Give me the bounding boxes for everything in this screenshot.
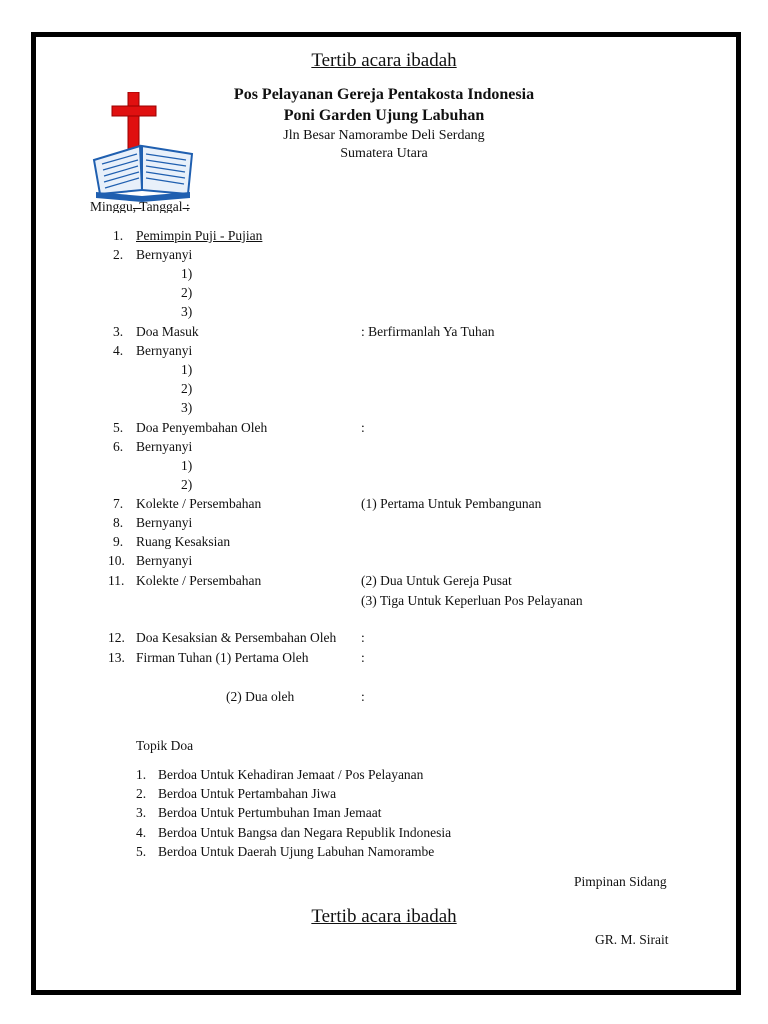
church-name: Pos Pelayanan Gereja Pentakosta Indonesia bbox=[233, 86, 535, 103]
prayer-topic-text: Berdoa Untuk Pertumbuhan Iman Jemaat bbox=[158, 805, 382, 820]
agenda-item-label: Kolekte / Persembahan bbox=[136, 496, 262, 511]
prayer-topic-text: Berdoa Untuk Pertambahan Jiwa bbox=[158, 786, 337, 801]
agenda-num: 4. bbox=[113, 343, 124, 358]
agenda-item-value: : bbox=[361, 630, 365, 645]
agenda-num: 10. bbox=[108, 553, 125, 568]
footer-title: Tertib acara ibadah bbox=[311, 906, 457, 927]
agenda-num: 8. bbox=[113, 515, 124, 530]
address-line-1: Jln Besar Namorambe Deli Serdang bbox=[283, 128, 485, 143]
signature-name: GR. M. Sirait bbox=[595, 932, 669, 947]
document-title: Tertib acara ibadah bbox=[311, 50, 457, 71]
agenda-item-value: : bbox=[361, 420, 365, 435]
agenda-item-value: (3) Tiga Untuk Keperluan Pos Pelayanan bbox=[361, 593, 583, 608]
agenda-num: 2. bbox=[113, 247, 124, 262]
agenda-num: 13. bbox=[108, 650, 125, 665]
agenda-item-label: Bernyanyi bbox=[136, 439, 193, 454]
second-speaker-colon: : bbox=[361, 689, 365, 704]
song-number: 2) bbox=[181, 381, 193, 396]
agenda-num: 9. bbox=[113, 534, 124, 549]
song-number: 1) bbox=[181, 266, 193, 281]
prayer-topic-text: Berdoa Untuk Daerah Ujung Labuhan Namorambe bbox=[158, 844, 435, 859]
agenda-item-label: Bernyanyi bbox=[136, 515, 193, 530]
song-number: 1) bbox=[181, 458, 193, 473]
agenda-num: 11. bbox=[108, 573, 125, 588]
agenda-num: 5. bbox=[113, 420, 124, 435]
prayer-topic-num: 1. bbox=[136, 767, 147, 782]
song-number: 2) bbox=[181, 285, 193, 300]
song-number: 3) bbox=[181, 400, 193, 415]
agenda-num: 6. bbox=[113, 439, 124, 454]
agenda-num: 3. bbox=[113, 324, 124, 339]
prayer-topic-text: Berdoa Untuk Kehadiran Jemaat / Pos Pelayanan bbox=[158, 767, 424, 782]
agenda-item-value: (1) Pertama Untuk Pembangunan bbox=[361, 496, 542, 511]
agenda-item-value: (2) Dua Untuk Gereja Pusat bbox=[361, 573, 512, 588]
agenda-item-label: Ruang Kesaksian bbox=[136, 534, 231, 549]
date-label: Minggu, Tanggal : bbox=[90, 199, 190, 213]
song-number: 2) bbox=[181, 477, 193, 492]
address-line-2: Sumatera Utara bbox=[340, 146, 428, 161]
agenda-num: 7. bbox=[113, 496, 124, 511]
agenda-item-label: Bernyanyi bbox=[136, 247, 193, 262]
second-speaker-label: (2) Dua oleh bbox=[226, 689, 295, 704]
agenda-item-label: Doa Kesaksian & Persembahan Oleh bbox=[136, 630, 337, 645]
agenda-item-label: Bernyanyi bbox=[136, 553, 193, 568]
prayer-topic-num: 4. bbox=[136, 825, 147, 840]
prayer-topic-num: 2. bbox=[136, 786, 147, 801]
agenda-num: 12. bbox=[108, 630, 125, 645]
prayer-topic-num: 5. bbox=[136, 844, 147, 859]
agenda-item-label: Doa Masuk bbox=[136, 324, 199, 339]
agenda-item-label: Kolekte / Persembahan bbox=[136, 573, 262, 588]
signature-role: Pimpinan Sidang bbox=[574, 874, 667, 889]
prayer-topic-heading: Topik Doa bbox=[136, 738, 194, 753]
prayer-topic-num: 3. bbox=[136, 805, 147, 820]
song-number: 3) bbox=[181, 304, 193, 319]
church-location: Poni Garden Ujung Labuhan bbox=[283, 107, 485, 124]
prayer-topic-text: Berdoa Untuk Bangsa dan Negara Republik Indonesia bbox=[158, 825, 452, 840]
agenda-item-label: Bernyanyi bbox=[136, 343, 193, 358]
song-number: 1) bbox=[181, 362, 193, 377]
agenda-item-label: Pemimpin Puji - Pujian bbox=[136, 228, 263, 243]
agenda-item-label: Firman Tuhan (1) Pertama Oleh bbox=[136, 650, 309, 665]
agenda-item-label: Doa Penyembahan Oleh bbox=[136, 420, 268, 435]
agenda-item-value: : bbox=[361, 650, 365, 665]
agenda-item-value: : Berfirmanlah Ya Tuhan bbox=[361, 324, 495, 339]
agenda-num: 1. bbox=[113, 228, 124, 243]
